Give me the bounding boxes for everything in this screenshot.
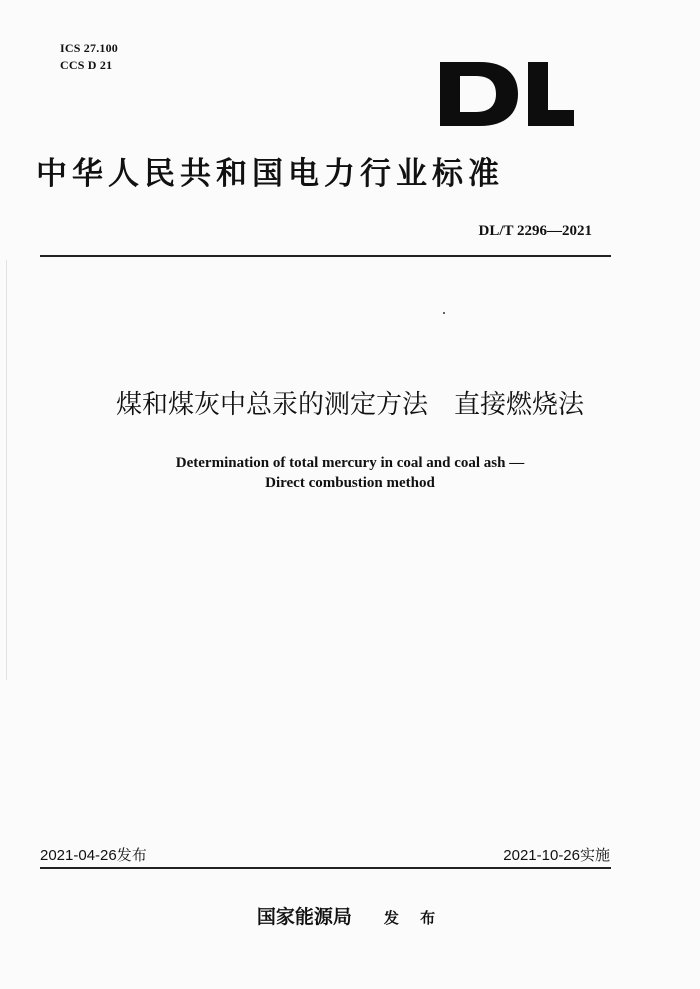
dl-logo [440, 62, 574, 126]
chinese-title [0, 384, 700, 421]
chinese-title-main: 煤和煤灰中总汞的测定方法 [115, 390, 428, 420]
english-title-line-2: Direct combustion method [265, 475, 435, 491]
logo-letter-l [528, 62, 574, 126]
english-title-line-1: Determination of total mercury in coal and coal ash — [175, 455, 525, 471]
standard-category-title: 中华人民共和国电力行业标准 [36, 156, 504, 192]
implementation-date: 2021-10-26实施 [503, 847, 610, 864]
ccs-code: CCS D 21 [60, 58, 113, 72]
header-divider [40, 255, 611, 257]
scan-speck [443, 312, 445, 314]
logo-letter-d [440, 62, 518, 126]
ics-code: ICS 27.100 [60, 41, 119, 55]
publisher-action: 发 布 [383, 909, 444, 927]
chinese-title-sub: 直接燃烧法 [454, 390, 585, 420]
footer-divider [40, 867, 611, 869]
issue-date: 2021-04-26发布 [40, 847, 147, 864]
standard-code: DL/T 2296—2021 [478, 223, 592, 239]
publisher-name: 国家能源局 [256, 906, 352, 928]
publisher [0, 902, 700, 929]
english-title [0, 453, 700, 493]
